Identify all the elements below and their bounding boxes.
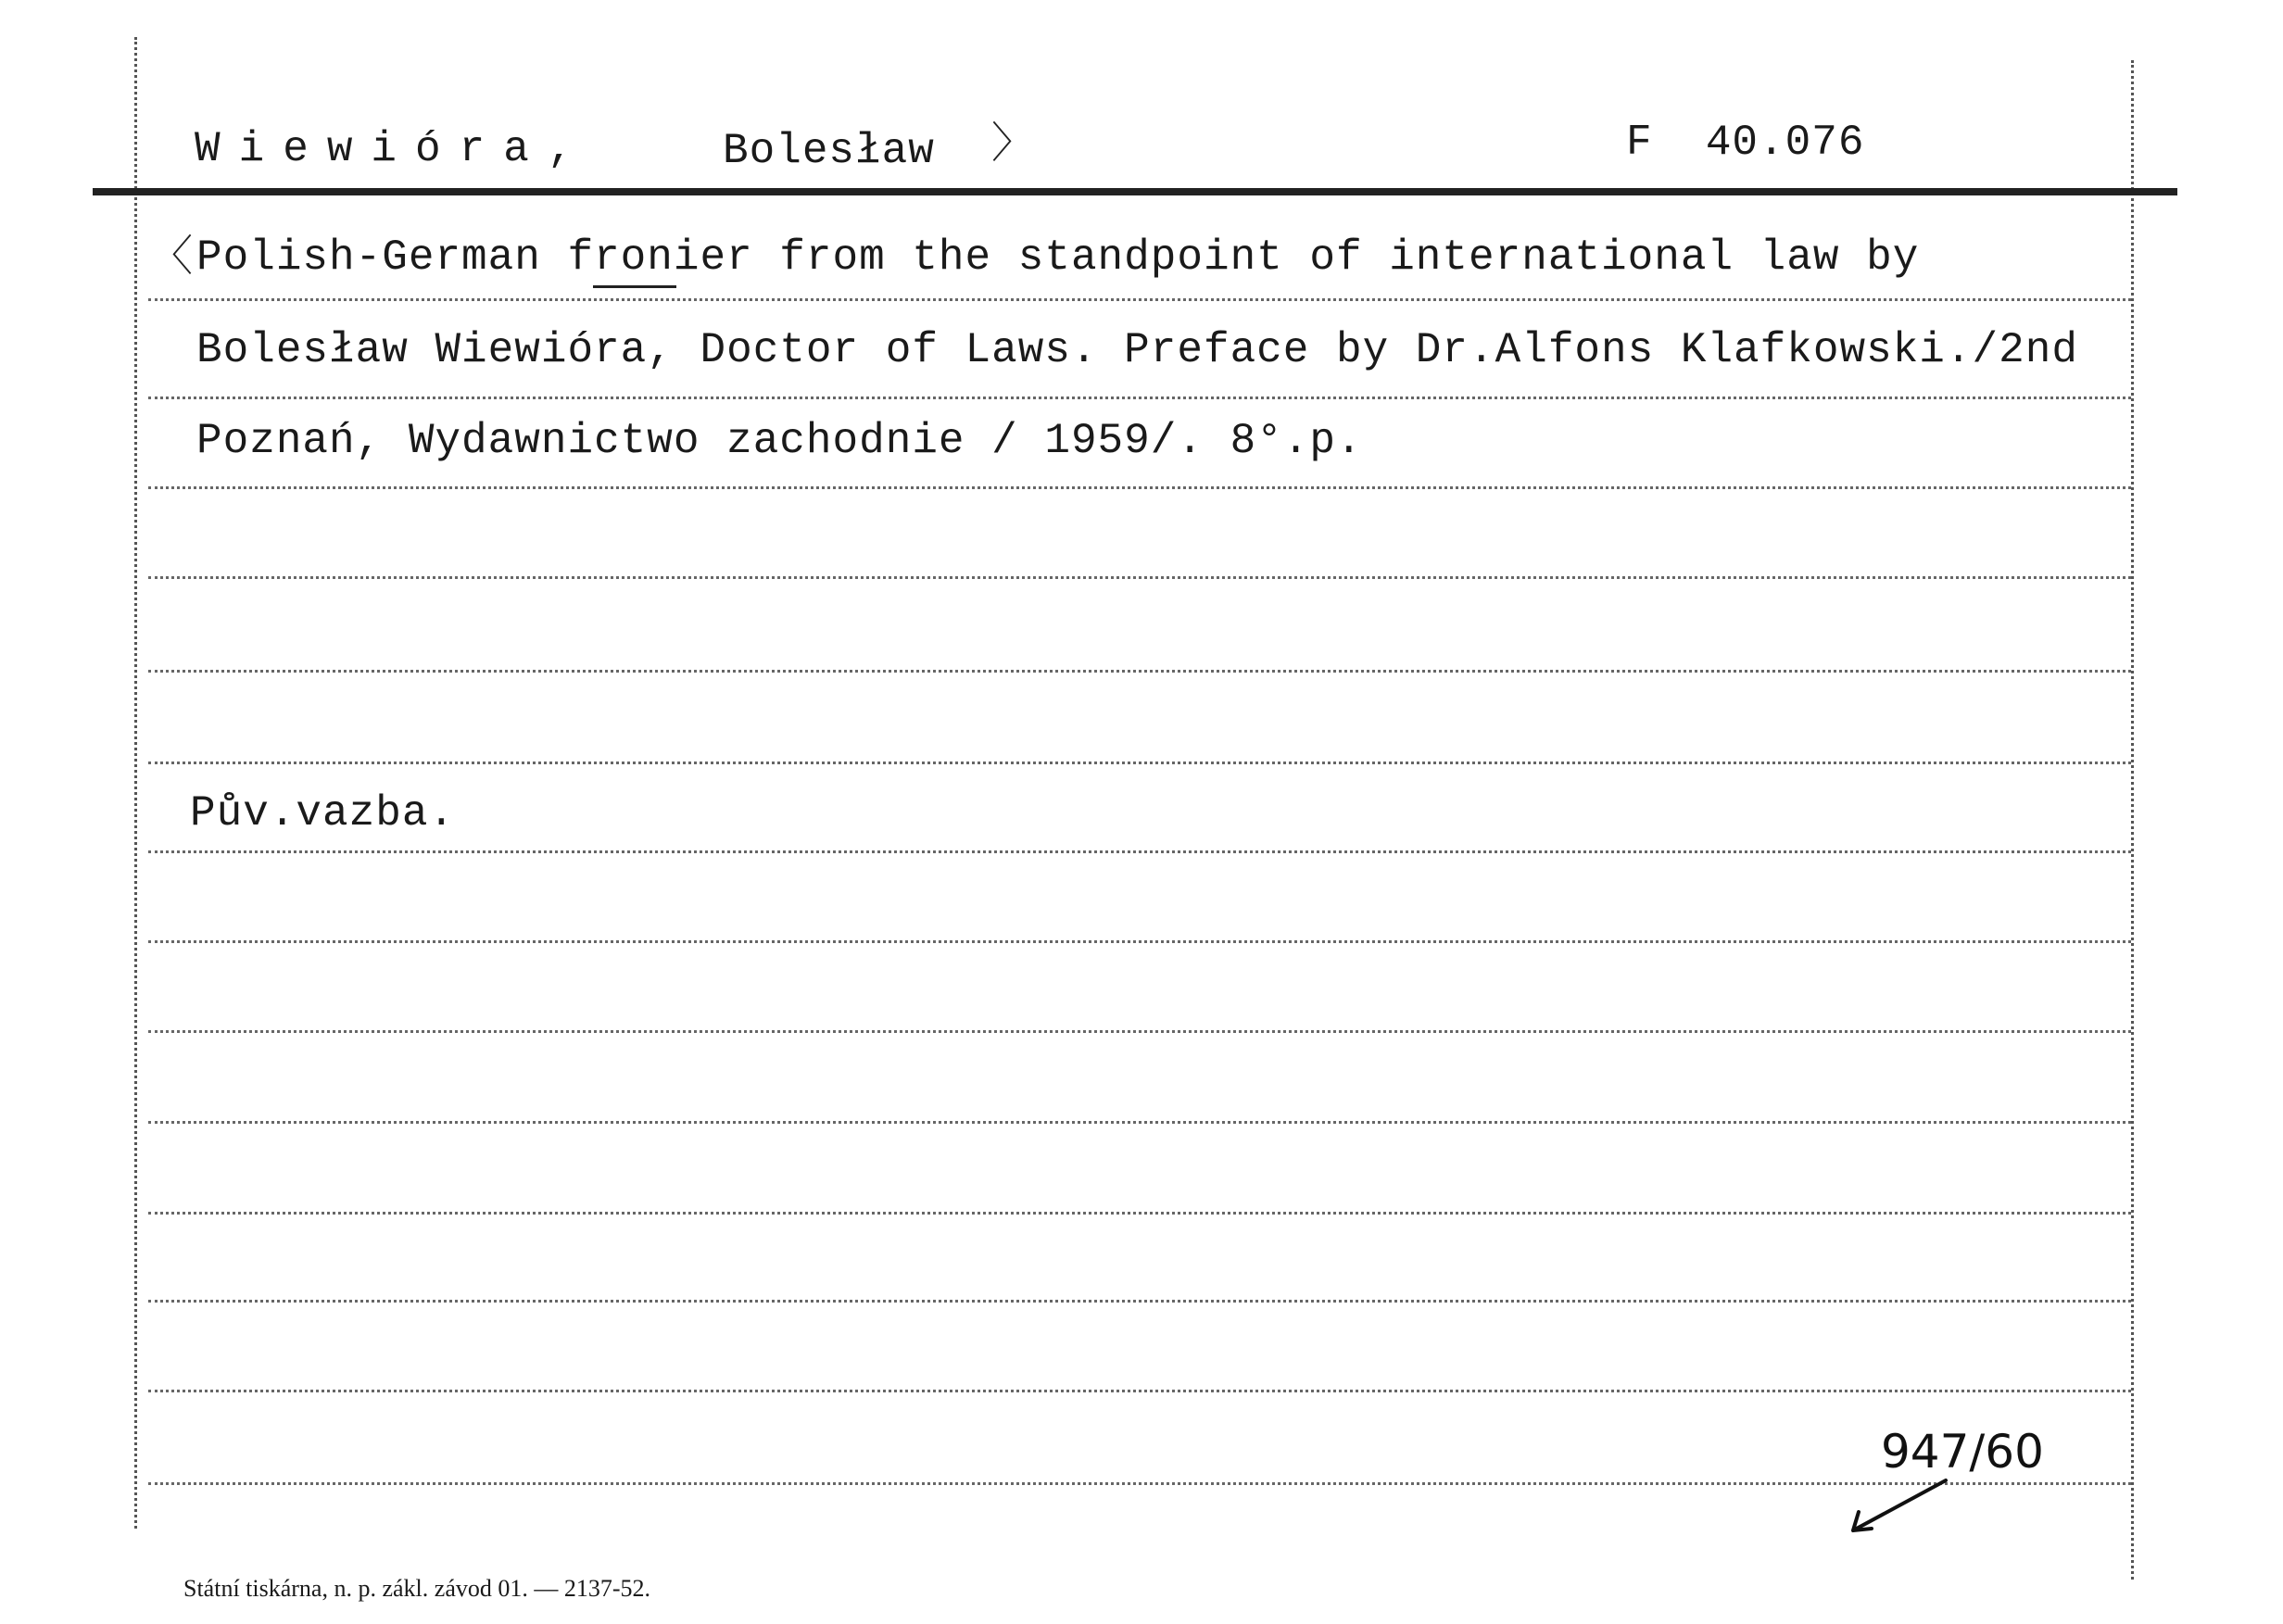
open-bracket-mark: 〈: [150, 231, 193, 281]
ruled-line: [148, 576, 2131, 579]
ruled-line: [148, 762, 2131, 764]
right-margin-line: [2131, 60, 2134, 1580]
ruled-line: [148, 1121, 2131, 1124]
ruled-line: [148, 940, 2131, 943]
left-margin-line: [134, 37, 137, 1529]
author-surname: Wiewióra,: [195, 125, 592, 173]
underline-mark: [593, 285, 676, 288]
checkmark-stroke: [1844, 1473, 1955, 1538]
ruled-line: [148, 1300, 2131, 1303]
ruled-line: [148, 1030, 2131, 1033]
ruled-line: [148, 486, 2131, 489]
accession-number: 947/60: [1881, 1425, 2044, 1479]
title-line-2: Bolesław Wiewióra, Doctor of Laws. Preface by Dr.Alfons Klafkowski./2nd: [196, 326, 2078, 374]
ruled-line: [148, 670, 2131, 673]
ruled-line: [148, 850, 2131, 853]
angle-bracket-mark: 〉: [991, 118, 1034, 168]
call-number: F 40.076: [1626, 119, 1865, 167]
author-given-name: Bolesław: [723, 127, 935, 175]
printer-imprint: Státní tiskárna, n. p. zákl. závod 01. — 2137-52.: [183, 1575, 651, 1602]
imprint-line: Poznań, Wydawnictwo zachodnie / 1959/. 8°.p.: [196, 417, 1363, 465]
ruled-line: [148, 1212, 2131, 1215]
ruled-line: [148, 298, 2131, 301]
title-line-1: Polish-German fronier from the standpoint of international law by: [196, 233, 1920, 282]
ruled-line: [148, 397, 2131, 399]
ruled-line: [148, 1482, 2131, 1485]
heading-rule: [93, 188, 2177, 195]
ruled-line: [148, 1390, 2131, 1392]
note-line: Pův.vazba.: [190, 789, 456, 837]
